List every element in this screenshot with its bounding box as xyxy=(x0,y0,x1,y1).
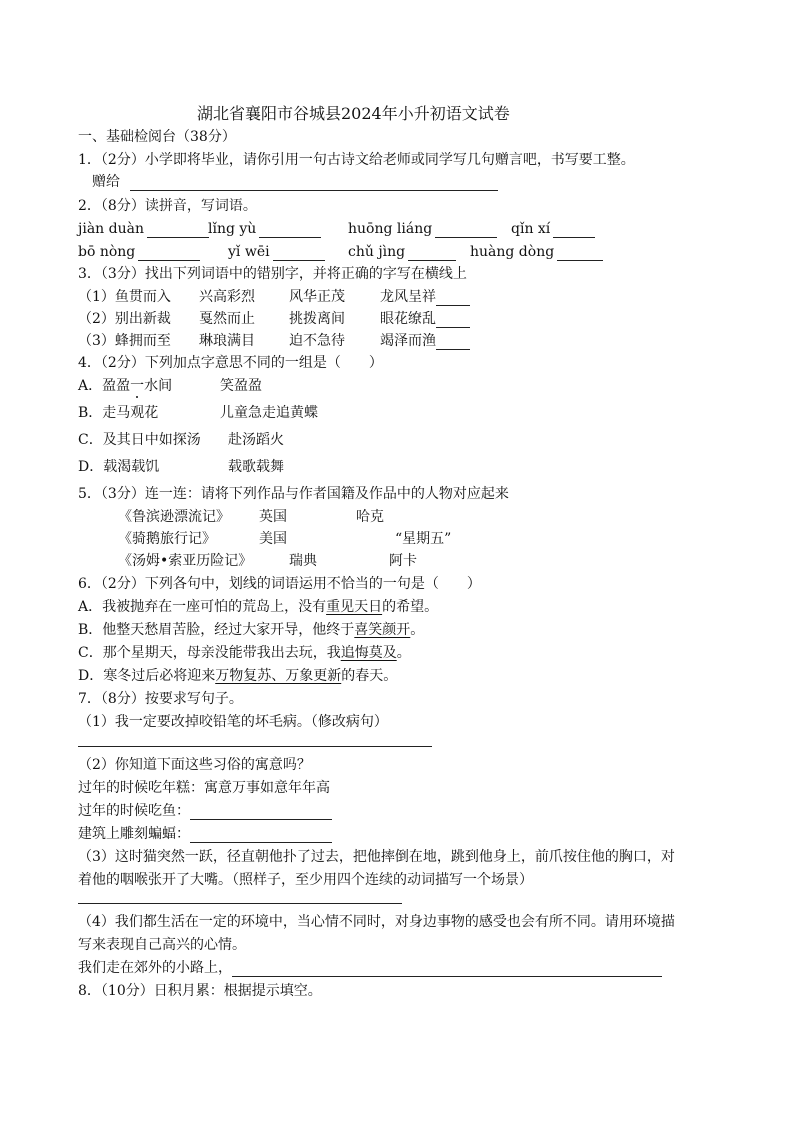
question-1-stem: 1．（2分）小学即将毕业，请你引用一句古诗文给老师或同学写几句赠言吧，书写要工整。 xyxy=(78,152,635,168)
question-1-answer xyxy=(92,174,498,191)
question-7-part-3-cont: 着他的咽喉张开了大嘴。（照样子，至少用四个连续的动词描写一个场景） xyxy=(78,872,533,888)
word-cell: 风华正茂 xyxy=(289,289,345,305)
page-title: 湖北省襄阳市谷城县2024年小升初语文试卷 xyxy=(197,104,510,123)
option-b[interactable]: B．他整天愁眉苦脸，经过大家开导，他终于喜笑颜开。 xyxy=(78,622,425,638)
word-cell: 竭泽而渔 xyxy=(380,333,470,350)
option-a-compare: 笑盈盈 xyxy=(220,378,262,394)
author-country[interactable]: 瑞典 xyxy=(289,553,317,569)
dedication-blank[interactable] xyxy=(130,175,498,191)
pinyin-item: huōng liáng xyxy=(348,221,497,238)
question-7-part-3: （3）这时猫突然一跃，径直朝他扑了过去，把他摔倒在地，跳到他身上，前爪按住他的胸口，对 xyxy=(78,849,675,865)
answer-blank[interactable] xyxy=(232,961,662,977)
question-7-part-4-cont: 写来表现自己高兴的心情。 xyxy=(78,937,246,953)
custom-example: 过年的时候吃年糕：寓意万事如意年年高 xyxy=(78,780,330,796)
option-a[interactable]: A．我被抛弃在一座可怕的荒岛上，没有重见天日的希望。 xyxy=(78,599,439,615)
question-7-stem: 7．（8分）按要求写句子。 xyxy=(78,691,243,707)
custom-fish: 过年的时候吃鱼： xyxy=(78,803,332,820)
character-name[interactable]: 阿卡 xyxy=(389,553,417,569)
option-b[interactable]: B．走马观花 xyxy=(78,405,159,421)
option-a[interactable]: A．盈盈一水间 xyxy=(78,378,173,394)
word-cell: （2）别出新裁 xyxy=(78,311,171,327)
answer-blank[interactable] xyxy=(553,222,595,238)
word-cell: （1）鱼贯而入 xyxy=(78,289,171,305)
word-cell: 挑拨离间 xyxy=(289,311,345,327)
answer-blank[interactable] xyxy=(408,245,456,261)
pinyin-item: lǐng yù xyxy=(208,221,321,238)
question-7-part-2: （2）你知道下面这些习俗的寓意吗？ xyxy=(78,757,311,773)
question-2-stem: 2．（8分）读拼音，写词语。 xyxy=(78,198,257,214)
pinyin-item: yǐ wēi xyxy=(228,244,325,261)
answer-line[interactable] xyxy=(78,903,402,904)
pinyin-item: bō nòng xyxy=(78,244,200,261)
word-cell: 迫不急待 xyxy=(289,333,345,349)
option-d[interactable]: D．寒冬过后必将迎来万物复苏、万象更新的春天。 xyxy=(78,668,398,684)
pinyin-item: huàng dòng xyxy=(470,244,603,261)
work-title[interactable]: 《骑鹅旅行记》 xyxy=(118,531,216,547)
answer-blank[interactable] xyxy=(190,827,332,843)
word-cell: 龙风呈祥 xyxy=(380,289,470,306)
answer-blank[interactable] xyxy=(436,312,470,328)
option-d-compare: 载歌载舞 xyxy=(228,459,284,475)
character-name[interactable]: “星期五” xyxy=(395,531,452,547)
word-cell: 兴高彩烈 xyxy=(199,289,255,305)
custom-bat: 建筑上雕刻蝙蝠： xyxy=(78,826,332,843)
answer-blank[interactable] xyxy=(259,222,321,238)
author-country[interactable]: 美国 xyxy=(259,531,287,547)
question-7-part-1: （1）我一定要改掉咬铅笔的坏毛病。（修改病句） xyxy=(78,714,388,730)
author-country[interactable]: 英国 xyxy=(259,509,287,525)
question-5-stem: 5．（3分）连一连：请将下列作品与作者国籍及作品中的人物对应起来 xyxy=(78,486,509,502)
word-cell: 琳琅满目 xyxy=(199,333,255,349)
option-d[interactable]: D．载渴载饥 xyxy=(78,459,160,475)
option-c[interactable]: C．那个星期天，母亲没能带我出去玩，我追悔莫及。 xyxy=(78,645,411,661)
work-title[interactable]: 《鲁滨逊漂流记》 xyxy=(118,509,230,525)
work-title[interactable]: 《汤姆•索亚历险记》 xyxy=(118,553,253,569)
question-7-part-4: （4）我们都生活在一定的环境中，当心情不同时，对身边事物的感受也会有所不同。请用环境描 xyxy=(78,914,675,930)
word-cell: （3）蜂拥而至 xyxy=(78,333,171,349)
option-c[interactable]: C．及其日中如探汤 xyxy=(78,432,201,448)
section-heading: 一、基础检阅台（38分） xyxy=(78,129,236,145)
answer-blank[interactable] xyxy=(147,222,209,238)
pinyin-item: chǔ jìng xyxy=(348,244,456,261)
answer-blank[interactable] xyxy=(436,334,470,350)
answer-blank[interactable] xyxy=(435,222,497,238)
answer-line[interactable] xyxy=(78,746,432,747)
word-cell: 戛然而止 xyxy=(199,311,255,327)
scene-prompt: 我们走在郊外的小路上， xyxy=(78,960,662,977)
pinyin-item: jiàn duàn xyxy=(78,221,209,238)
pinyin-item: qǐn xí xyxy=(511,221,595,238)
option-b-compare: 儿童急走追黄蝶 xyxy=(220,405,318,421)
character-name[interactable]: 哈克 xyxy=(356,509,384,525)
question-3-stem: 3．（3分）找出下列词语中的错别字，并将正确的字写在横线上 xyxy=(78,266,467,282)
question-8-stem: 8．（10分）日积月累：根据提示填空。 xyxy=(78,983,322,999)
answer-blank[interactable] xyxy=(190,804,332,820)
question-4-stem: 4．（2分）下列加点字意思不同的一组是（ ） xyxy=(78,355,383,371)
answer-blank[interactable] xyxy=(557,245,603,261)
answer-blank[interactable] xyxy=(138,245,200,261)
answer-blank[interactable] xyxy=(436,290,470,306)
answer-blank[interactable] xyxy=(273,245,325,261)
option-c-compare: 赴汤蹈火 xyxy=(228,432,284,448)
word-cell: 眼花缭乱 xyxy=(380,311,470,328)
dedication-label: 赠给 xyxy=(92,174,120,190)
question-6-stem: 6．（2分）下列各句中，划线的词语运用不恰当的一句是（ ） xyxy=(78,576,481,592)
